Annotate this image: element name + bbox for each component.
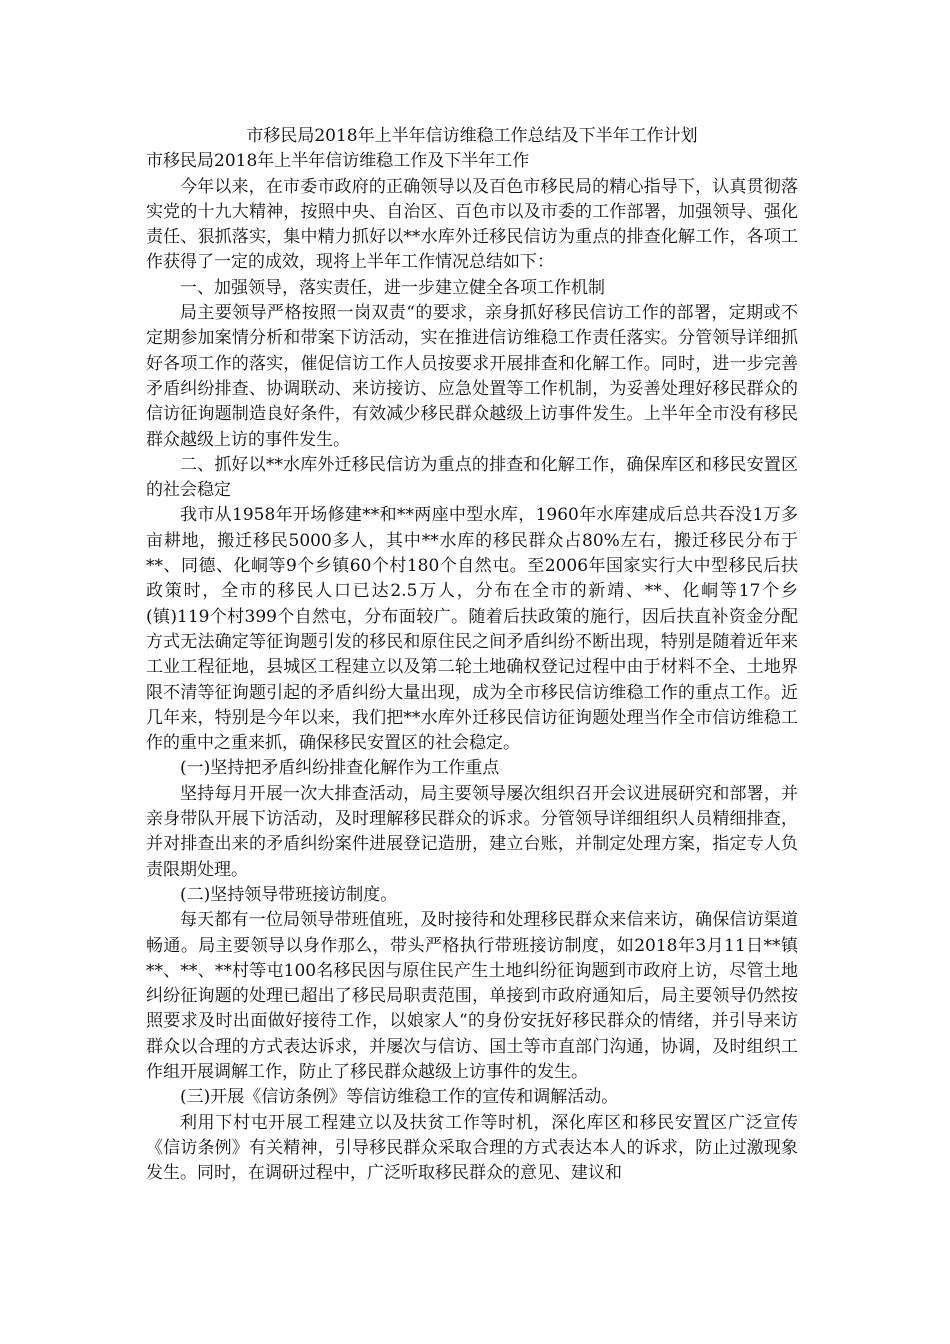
paragraph-subsection-1: 坚持每月开展一次大排查活动，局主要领导屡次组织召开会议进展研究和部署，并亲身带队开展下访活动，及时理解移民群众的诉求。分管领导详细组织人员精细排查，并对排查出来的矛盾纠纷案件进展登记造册，建立台账，并制定处理方案，指定专人负责限期处理。: [146, 783, 798, 880]
paragraph-section-1: 局主要领导严格按照一岗双责“的要求，亲身抓好移民信访工作的部署，定期或不定期参加案情分析和带案下访活动，实在推进信访维稳工作责任落实。分管领导详细抓好各项工作的落实，催促信访工作人员按要求开展排查和化解工作。同时，进一步完善矛盾纠纷排查、协调联动、来访接访、应急处置等工作机制，为妥善处理好移民群众的信访征询题制造良好条件，有效减少移民群众越级上访事件发生。上半年全市没有移民群众越级上访的事件发生。: [146, 303, 798, 450]
section-heading-1: 一、加强领导，落实责任，进一步建立健全各项工作机制: [180, 277, 605, 298]
paragraph-section-2: 我市从1958年开场修建**和**两座中型水库，1960年水库建成后总共吞没1万多亩耕地，搬迁移民5000多人，其中**水库的移民群众占80%左右，搬迁移民分布于**、同德、化峒等9个乡镇60个村180个自然屯。至2006年国家实行大中型移民后扶政策时，全市的移民人口已达2.5万人，分布在全市的新靖、**、化峒等17个乡(镇)119个村399个自然屯，分布面较广。随着后扶政策的施行，因后扶直补资金分配方式无法确定等征询题引发的移民和原住民之间矛盾纠纷不断出现，特别是随着近年来工业工程征地，县城区工程建立以及第二轮土地确权登记过程中由于材料不全、土地界限不清等征询题引起的矛盾纠纷大量出现，成为全市移民信访维稳工作的重点工作。近几年来，特别是今年以来，我们把**水库外迁移民信访征询题处理当作全市信访维稳工作的重中之重来抓，确保移民安置区的社会稳定。: [146, 505, 798, 754]
paragraph-subsection-3: 利用下村屯开展工程建立以及扶贫工作等时机，深化库区和移民安置区广泛宣传《信访条例》有关精神，引导移民群众采取合理的方式表达本人的诉求，防止过激现象发生。同时，在调研过程中，广泛听取移民群众的意见、建议和: [146, 1112, 798, 1184]
subsection-heading-1: (一)坚持把矛盾纠纷排查化解作为工作重点: [180, 758, 500, 779]
paragraph-intro: 今年以来，在市委市政府的正确领导以及百色市移民局的精心指导下，认真贯彻落实党的十九大精神，按照中央、自治区、百色市以及市委的工作部署，加强领导、强化责任、狠抓落实，集中精力抓好以**水库外迁移民信访为重点的排查化解工作，各项工作获得了一定的成效，现将上半年工作情况总结如下：: [146, 176, 798, 273]
document-title: 市移民局2018年上半年信访维稳工作总结及下半年工作计划: [246, 126, 698, 146]
subsection-heading-3: (三)开展《信访条例》等信访维稳工作的宣传和调解活动。: [180, 1087, 619, 1108]
paragraph-subsection-2: 每天都有一位局领导带班值班，及时接待和处理移民群众来信来访，确保信访渠道畅通。局主要领导以身作那么，带头严格执行带班接访制度，如2018年3月11日**镇**、**、**村等屯100名移民因与原住民产生土地纠纷征询题到市政府上访，尽管土地纠纷征询题的处理已超出了移民局职责范围，单接到市政府通知后，局主要领导仍然按照要求及时出面做好接待工作，以娘家人“的身份安抚好移民群众的情绪，并引导来访群众以合理的方式表达诉求，并屡次与信访、国土等市直部门沟通，协调，及时组织工作组开展调解工作，防止了移民群众越级上访事件的发生。: [146, 910, 798, 1082]
subsection-heading-2: (二)坚持领导带班接访制度。: [180, 884, 398, 905]
section-heading-2: 二、抓好以**水库外迁移民信访为重点的排查和化解工作，确保库区和移民安置区的社会稳定: [146, 454, 798, 501]
document-page: [146, 124, 798, 1186]
document-subtitle: 市移民局2018年上半年信访维稳工作及下半年工作: [146, 151, 530, 172]
